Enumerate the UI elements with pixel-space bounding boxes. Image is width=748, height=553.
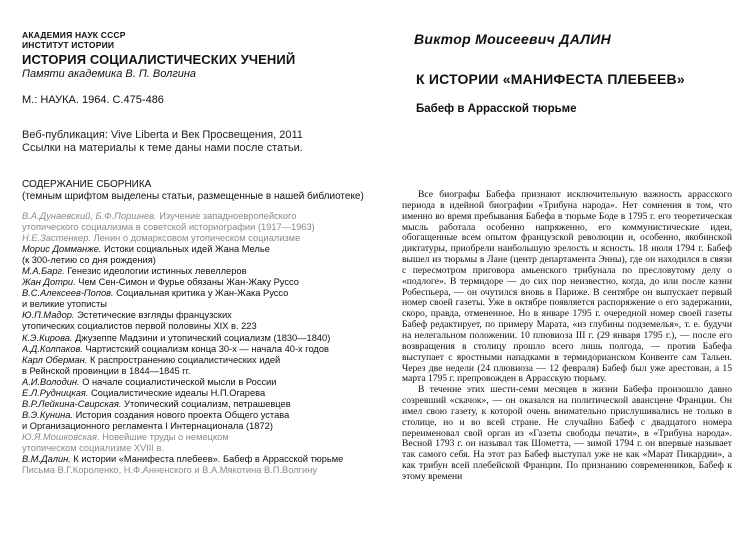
toc-item-title: Социальная критика у Жан-Жака Руссо bbox=[113, 288, 289, 299]
toc-item[interactable] bbox=[22, 310, 402, 321]
toc-item-author: А.И.Володин. bbox=[22, 376, 80, 387]
toc-item[interactable] bbox=[22, 277, 402, 288]
toc-item-title: Ленин о домарксовом утопическом социализме bbox=[90, 233, 301, 244]
toc-item bbox=[22, 233, 402, 244]
toc-item bbox=[22, 465, 402, 476]
toc-item-author: Карл Оберман. bbox=[22, 354, 88, 365]
toc-item-author: В.Р.Лейкина-Свирская. bbox=[22, 398, 122, 409]
article-paragraph: Все биографы Бабефа признают исключительную важность аррасского периода в идейной биографии «Трибуна народа». Нет сомнения в том, что именно во время пребывания Бабефа в тюрьме Боде в 1795 г. его теоретическая мысль работала особенно напряженно, его коммунистические идеи, обогащенные всем опытом французской революции и, особенно, якобинской диктатуры, приобрели наибольшую зрелость и ясность. 18 июля 1794 г. Бабеф вышел из тюрьмы в Лане (центр департамента Энны), где он находился в связи с пересмотром приговора амьенского трибунала по пресловутому делу о «подлоге». В термидоре — до сих пор неизвестно, когда, до или после казни Робеспьера, — он очутился вновь в Париже. В сентябре он выпускает первый номер своей газеты. Уже в октябре появляется распоряжение о его задержании, скоро, правда, отмененное. Но в январе 1795 г. очередной номер своей газеты Бабеф редактирует, по примеру Марата, «из глубины подземелья», т. е. будучи на нелегальном положении. 10 плювиоза III г. (29 января 1795 г.), — после его возвращения в столицу прошло всего лишь полгода, — против Бабефа выступает с яростными нападками в термидорианском Конвенте сам Тальен. Через две недели (24 плювиоза — 12 февраля) Бабеф был уже арестован, а 15 марта 1795 г. препровожден в Аррасскую тюрьму. bbox=[402, 189, 732, 385]
toc-heading: СОДЕРЖАНИЕ СБОРНИКА bbox=[22, 179, 152, 190]
toc-header bbox=[22, 179, 402, 203]
toc-item-title: в Рейнской провинции в 1844—1845 гг. bbox=[22, 365, 191, 376]
article-title: К ИСТОРИИ «МАНИФЕСТА ПЛЕБЕЕВ» bbox=[416, 71, 685, 87]
article-author: Виктор Моисеевич ДАЛИН bbox=[414, 31, 611, 47]
toc-item-author: Е.Л.Рудницкая. bbox=[22, 387, 89, 398]
links-note-line: Ссылки на материалы к теме даны нами после статьи. bbox=[22, 142, 303, 154]
toc-item-title: (к 300-летию со дня рождения) bbox=[22, 255, 156, 266]
article-paragraph: В течение этих шести-семи месяцев в жизни Бабефа произошло давно созревший «скачок», — он оказался на политической авансцене Франции. Он имел свою газету, к которой очень внимательно прислушивались не только в столице, но и во всей стране. Не случайно Бабеф с двадцатого номера переименовал свой орган из «Газеты свободы печати», в «Трибуна народа». Весной 1793 г. он называл так Шометта, — зимой 1794 г. он впервые называет так самого себя. На этот раз Бабеф выступал уже не как «Марат Пикардии», а как трибун всей плебейской Франции. По признанию современников, Бабеф к этому времени bbox=[402, 384, 732, 482]
toc-item-title: Эстетические взгляды французских bbox=[74, 310, 232, 321]
toc-item-author: Ю.П.Мадор. bbox=[22, 310, 75, 321]
toc-item[interactable] bbox=[22, 377, 402, 388]
toc-item-author: В.С.Алексеев-Попов. bbox=[22, 288, 114, 299]
toc-item-author: Жан Дотри. bbox=[22, 277, 76, 288]
toc-note: (темным шрифтом выделены статьи, размещенные в нашей библиотеке) bbox=[22, 191, 364, 202]
book-subtitle: Памяти академика В. П. Волгина bbox=[22, 68, 197, 80]
toc-item[interactable] bbox=[22, 366, 402, 377]
toc-item[interactable] bbox=[22, 399, 402, 410]
web-publication-line: Веб-публикация: Vive Liberta и Век Просвещения, 2011 bbox=[22, 129, 303, 141]
toc-item-title: утопического социализма в советской историографии (1917—1963) bbox=[22, 222, 315, 233]
toc-item-title: и Организационного регламента I Интернационала (1872) bbox=[22, 420, 273, 431]
toc-item-title: Джузеппе Мадзини и утопический социализм (1830—1840) bbox=[72, 332, 331, 343]
toc-item bbox=[22, 222, 402, 233]
toc-item[interactable] bbox=[22, 255, 402, 266]
toc-item-title: Истоки социальных идей Жана Мелье bbox=[101, 244, 270, 255]
toc-item-title: утопическом социализме XVIII в. bbox=[22, 442, 165, 453]
article-subtitle: Бабеф в Аррасской тюрьме bbox=[416, 103, 577, 115]
academy-name: АКАДЕМИЯ НАУК СССР bbox=[22, 30, 126, 40]
institute-name: ИНСТИТУТ ИСТОРИИ bbox=[22, 40, 115, 50]
toc-item[interactable] bbox=[22, 421, 402, 432]
toc-item-author: М.А.Барг. bbox=[22, 266, 65, 277]
toc-item-title: утопических социалистов первой половины XIX в. 223 bbox=[22, 321, 257, 332]
toc-item bbox=[22, 432, 402, 443]
toc-item bbox=[22, 211, 402, 222]
toc-item-title: О начале социалистической мысли в России bbox=[79, 376, 277, 387]
toc-item-title: Изучение западноевропейского bbox=[156, 211, 297, 221]
toc-item-title: Чем Сен-Симон и Фурье обязаны Жан-Жаку Руссо bbox=[75, 277, 299, 288]
toc-item-title: Новейшие труды о немецком bbox=[99, 431, 229, 442]
toc-item[interactable] bbox=[22, 355, 402, 366]
toc-item[interactable] bbox=[22, 410, 402, 421]
toc-item-author: В.М.Далин. bbox=[22, 454, 71, 465]
toc-item-author: В.А.Дунаевский, Б.Ф.Поршнев. bbox=[22, 211, 157, 221]
toc-item-title: История создания нового проекта Общего устава bbox=[73, 409, 290, 420]
toc-list bbox=[22, 211, 402, 476]
toc-item[interactable] bbox=[22, 244, 402, 255]
article-body bbox=[402, 190, 732, 483]
toc-item[interactable] bbox=[22, 288, 402, 299]
toc-item[interactable] bbox=[22, 454, 402, 465]
toc-item-title: и великие утописты bbox=[22, 299, 107, 310]
right-column bbox=[402, 30, 732, 116]
toc-item bbox=[22, 443, 402, 454]
book-title: ИСТОРИЯ СОЦИАЛИСТИЧЕСКИХ УЧЕНИЙ bbox=[22, 52, 296, 67]
toc-item-author: К.Э.Кирова. bbox=[22, 332, 73, 343]
toc-item-title: Чартистский социализм конца 30-х — начала 40-х годов bbox=[82, 343, 329, 354]
toc-item-title: Социалистические идеалы Н.П.Огарева bbox=[88, 387, 266, 398]
publication-info: М.: НАУКА. 1964. С.475-486 bbox=[22, 94, 164, 106]
toc-item[interactable] bbox=[22, 344, 402, 355]
toc-item[interactable] bbox=[22, 266, 402, 277]
toc-item-title: Письма В.Г.Короленко, Н.Ф.Анненского и В.А.Мякотина В.П.Волгину bbox=[22, 465, 317, 476]
toc-item-author: Морис Домманже. bbox=[22, 244, 102, 255]
toc-item[interactable] bbox=[22, 388, 402, 399]
toc-item-title: Утопический социализм, петрашевцев bbox=[121, 398, 291, 409]
toc-item-title: К истории «Манифеста плебеев». Бабеф в Аррасской тюрьме bbox=[70, 454, 344, 465]
toc-item[interactable] bbox=[22, 321, 402, 332]
toc-item-author: Ю.Я.Мошковская. bbox=[22, 431, 100, 442]
toc-item-author: В.Э.Кунина. bbox=[22, 409, 73, 420]
toc-item-author: Н.Е.Застенкер. bbox=[22, 233, 91, 244]
toc-item-title: К распространению социалистических идей bbox=[87, 354, 281, 365]
toc-item[interactable] bbox=[22, 299, 402, 310]
toc-item-title: Генезис идеологии истинных левеллеров bbox=[64, 266, 247, 277]
toc-item-author: А.Д.Колпаков. bbox=[22, 343, 83, 354]
toc-item[interactable] bbox=[22, 333, 402, 344]
web-publication-note bbox=[22, 129, 402, 155]
left-column bbox=[22, 30, 402, 476]
